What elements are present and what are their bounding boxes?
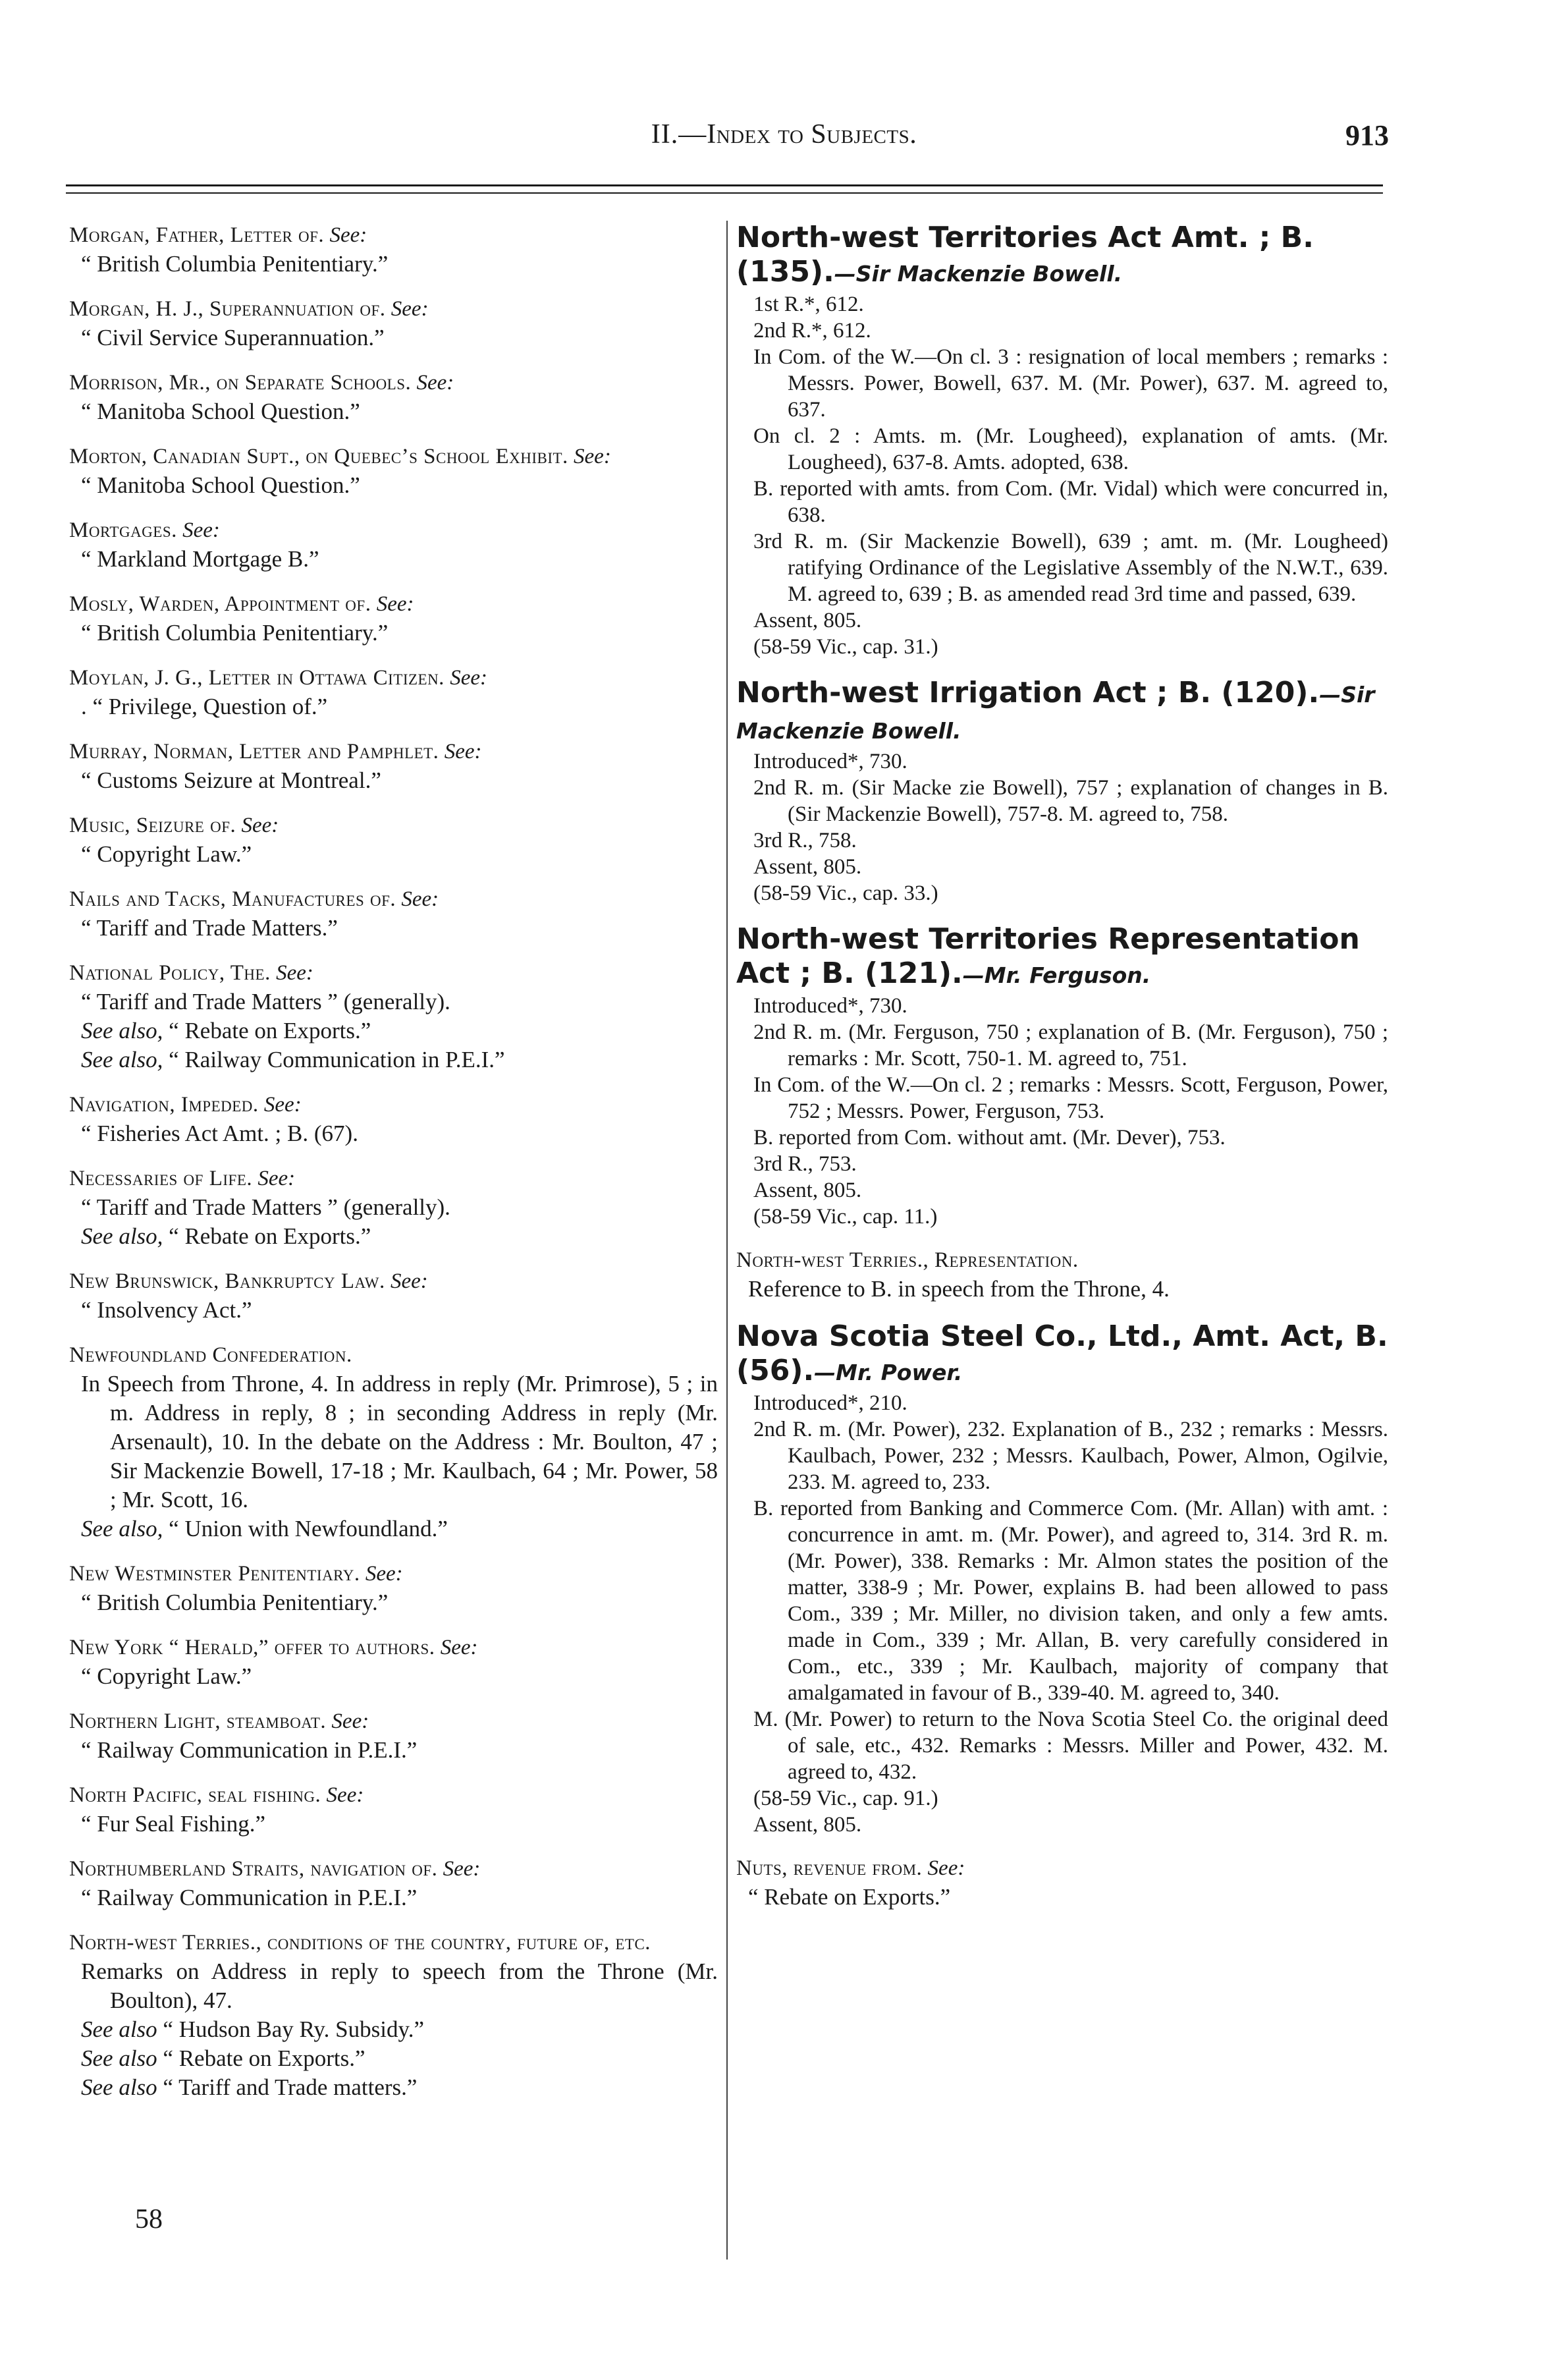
- running-title-prefix: II.—: [651, 119, 707, 150]
- see-also-label: See also: [81, 2016, 157, 2042]
- entry-heading-text: New Brunswick, Bankruptcy Law.: [69, 1269, 385, 1293]
- cross-reference: “ Railway Communication in P.E.I.”: [81, 1737, 418, 1763]
- bill-number: (135).: [736, 255, 834, 289]
- see-also-target: “ Tariff and Trade matters.”: [163, 2074, 418, 2100]
- index-entry: [69, 1267, 718, 1325]
- bill-number: (121).: [864, 957, 963, 990]
- column-divider: [726, 221, 728, 2260]
- bill-title: [736, 221, 1388, 291]
- index-entry: [69, 1164, 718, 1251]
- entry-heading-text: Northern Light, steamboat.: [69, 1709, 327, 1733]
- see-also-reference: [69, 1045, 718, 1074]
- entry-heading: [69, 958, 718, 987]
- see-also-reference: [69, 2015, 718, 2044]
- entry-heading-text: National Policy, The.: [69, 961, 271, 985]
- entry-heading-text: New Westminster Penitentiary.: [69, 1562, 360, 1586]
- entry-heading: [69, 368, 718, 397]
- see-label: See:: [401, 887, 439, 911]
- index-entry: [69, 958, 718, 1074]
- cross-reference: “ Tariff and Trade Matters ” (generally).: [81, 989, 450, 1014]
- proceeding-line: M. (Mr. Power) to return to the Nova Scotia Steel Co. the original deed of sale, etc., 432. Remarks : Messrs. Miller and Power, 432. M. agreed to, 432.: [753, 1707, 1388, 1784]
- entry-heading: [69, 885, 718, 914]
- index-entry: [69, 442, 718, 500]
- index-entry: [69, 811, 718, 869]
- see-label: See:: [376, 592, 414, 616]
- entry-heading-text: Morrison, Mr., on Separate Schools.: [69, 371, 412, 395]
- proceeding-line: B. reported from Com. without amt. (Mr. Dever), 753.: [753, 1126, 1226, 1150]
- cross-reference: “ British Columbia Penitentiary.”: [81, 1590, 389, 1615]
- entry-heading-text: Navigation, Impeded.: [69, 1093, 259, 1117]
- proceeding-line: Assent, 805.: [753, 1179, 862, 1202]
- proceeding-line: 2nd R.*, 612.: [753, 319, 871, 343]
- proceeding-line: 2nd R. m. (Mr. Power), 232. Explanation of B., 232 ; remarks : Messrs. Kaulbach, Power, 232 ; Messrs. Kaulbach, Power, Almon, Ogilvie, 233. M. agreed to, 233.: [753, 1418, 1388, 1494]
- proceeding-line: (58-59 Vic., cap. 91.): [753, 1787, 938, 1810]
- entry-heading: [69, 1854, 718, 1883]
- bill-sponsor: —Sir Mackenzie Bowell.: [736, 682, 1375, 744]
- proceeding-line: 3rd R., 753.: [753, 1152, 857, 1176]
- header-rule-thin: [66, 192, 1383, 194]
- see-label: See:: [329, 223, 367, 247]
- index-entry: [736, 221, 1388, 660]
- entry-heading-text: North Pacific, seal fishing.: [69, 1783, 321, 1807]
- bill-number: (56).: [736, 1354, 815, 1387]
- see-also-reference: [69, 2073, 718, 2102]
- entry-heading-text: Moylan, J. G., Letter in Ottawa Citizen.: [69, 666, 445, 690]
- entry-heading-text: Necessaries of Life.: [69, 1167, 253, 1190]
- see-label: See:: [365, 1562, 403, 1586]
- bill-sponsor: —Mr. Power.: [814, 1360, 963, 1385]
- see-also-target: “ Hudson Bay Ry. Subsidy.”: [163, 2016, 424, 2042]
- bill-title-text: Nova Scotia Steel Co., Ltd., Amt. Act, B.: [736, 1319, 1388, 1353]
- header-rule: [66, 184, 1383, 186]
- index-entry: [69, 1781, 718, 1839]
- proceeding-line: (58-59 Vic., cap. 11.): [753, 1205, 938, 1229]
- entry-heading: [69, 1559, 718, 1588]
- left-column: [69, 221, 718, 2118]
- entry-heading-text: Morton, Canadian Supt., on Quebec’s School Exhibit.: [69, 445, 568, 468]
- see-label: See:: [574, 445, 611, 468]
- index-entry: [69, 516, 718, 574]
- see-label: See:: [450, 666, 487, 690]
- cross-reference: “ Civil Service Superannuation.”: [81, 325, 385, 350]
- cross-reference: “ Insolvency Act.”: [81, 1297, 252, 1323]
- proceeding-line: (58-59 Vic., cap. 33.): [753, 881, 938, 905]
- entry-heading-text: Mortgages.: [69, 518, 177, 542]
- see-label: See:: [326, 1783, 364, 1807]
- entry-heading: [69, 1707, 718, 1736]
- proceeding-line: B. reported from Banking and Commerce Com. (Mr. Allan) with amt. : concurrence in amt. m. (Mr. Power), and agreed to, 314. 3rd R. m. (Mr. Power), 338. Remarks : Mr. Almon states the position of the matter, 338-9 ; Mr. Power, explains B. had been allowed to pass Com., 339 ; Mr. Miller, no division taken, and only a few amts. made in Com., 339 ; Mr. Allan, B. very carefully considered in Com., etc., 339 ; Mr. Kaulbach, majority of company that amalgamated in favour of B., 339-40. M. agreed to, 340.: [753, 1497, 1388, 1705]
- entry-heading: [69, 1633, 718, 1662]
- see-label: See:: [391, 297, 429, 321]
- proceeding-line: B. reported with amts. from Com. (Mr. Vidal) which were concurred in, 638.: [753, 477, 1388, 527]
- proceeding-line: Introduced*, 210.: [753, 1391, 907, 1415]
- entry-body: “ Rebate on Exports.”: [748, 1884, 951, 1910]
- entry-heading: [69, 1267, 718, 1296]
- see-also-label: See also: [81, 2045, 157, 2071]
- index-entry: [69, 1633, 718, 1691]
- see-also-reference: [69, 2044, 718, 2073]
- see-label: See:: [263, 1093, 302, 1117]
- see-also-label: See also,: [81, 1516, 163, 1541]
- entry-heading: [736, 1854, 1388, 1883]
- entry-heading: [736, 1246, 1388, 1275]
- entry-heading: [69, 221, 718, 250]
- entry-body: Reference to B. in speech from the Throne, 4.: [748, 1276, 1170, 1302]
- see-also-label: See also,: [81, 1223, 163, 1249]
- cross-reference: “ Copyright Law.”: [81, 1663, 252, 1689]
- cross-reference: “ Manitoba School Question.”: [81, 399, 360, 424]
- see-label: See:: [416, 371, 454, 395]
- bill-number: (120).: [1221, 676, 1320, 709]
- entry-heading: [69, 663, 718, 692]
- see-also-label: See also: [81, 2074, 157, 2100]
- see-also-reference: [69, 1222, 718, 1251]
- see-also-label: See also,: [81, 1047, 163, 1072]
- index-entry: [736, 922, 1388, 1230]
- see-also-target: “ Union with Newfoundland.”: [169, 1516, 448, 1541]
- bill-title: [736, 922, 1388, 993]
- entry-heading-text: North-west Terries., Representation.: [736, 1248, 1079, 1272]
- entry-heading-text: Murray, Norman, Letter and Pamphlet.: [69, 740, 439, 763]
- entry-heading: [69, 516, 718, 545]
- index-entry: [736, 1246, 1388, 1304]
- cross-reference: “ Railway Communication in P.E.I.”: [81, 1885, 418, 1910]
- cross-reference: “ Customs Seizure at Montreal.”: [81, 767, 381, 793]
- index-entry: [736, 1854, 1388, 1912]
- entry-heading-text: North-west Terries., conditions of the country, future of, etc.: [69, 1931, 651, 1955]
- index-entry: [69, 1090, 718, 1148]
- see-label: See:: [182, 518, 220, 542]
- proceeding-line: Assent, 805.: [753, 1813, 862, 1837]
- see-label: See:: [444, 740, 482, 763]
- proceeding-line: Introduced*, 730.: [753, 750, 907, 773]
- proceeding-line: Assent, 805.: [753, 855, 862, 879]
- index-entry: [69, 737, 718, 795]
- entry-heading: [69, 1090, 718, 1119]
- entry-heading: [69, 1164, 718, 1193]
- entry-body: In Speech from Throne, 4. In address in reply (Mr. Primrose), 5 ; in m. Address in reply, 8 ; in seconding Address in reply (Mr. Arsenault), 10. In the debate on the Address : Mr. Boulton, 47 ; Sir Mackenzie Bowell, 17-18 ; Mr. Kaulbach, 64 ; Mr. Power, 58 ; Mr. Scott, 16.: [81, 1371, 718, 1513]
- proceeding-line: On cl. 2 : Amts. m. (Mr. Lougheed), explanation of amts. (Mr. Lougheed), 637-8. Amts. adopted, 638.: [753, 424, 1388, 474]
- folio-number: 58: [135, 2204, 163, 2234]
- see-also-reference: [69, 1016, 718, 1045]
- index-entry: [736, 1319, 1388, 1838]
- see-also-target: “ Rebate on Exports.”: [169, 1223, 371, 1249]
- entry-heading: [69, 442, 718, 471]
- see-label: See:: [257, 1167, 296, 1190]
- proceeding-line: 3rd R., 758.: [753, 829, 857, 852]
- bill-title-text: North-west Territories Representation Act ; B.: [736, 922, 1360, 990]
- right-column: [736, 221, 1388, 1928]
- proceeding-line: In Com. of the W.—On cl. 3 : resignation of local members ; remarks : Messrs. Power, Bowell, 637. M. (Mr. Power), 637. M. agreed to, 637.: [753, 345, 1388, 422]
- cross-reference: “ Tariff and Trade Matters ” (generally).: [81, 1194, 450, 1220]
- entry-heading: [69, 294, 718, 323]
- see-label: See:: [443, 1857, 481, 1881]
- entry-heading-text: Mosly, Warden, Appointment of.: [69, 592, 371, 616]
- entry-heading: [69, 737, 718, 766]
- proceeding-line: Introduced*, 730.: [753, 994, 907, 1018]
- running-title: [0, 119, 1568, 150]
- entry-heading-text: New York “ Herald,” offer to authors.: [69, 1636, 435, 1659]
- see-also-reference: [69, 1514, 718, 1543]
- entry-heading: [69, 1781, 718, 1810]
- index-entry: [69, 590, 718, 648]
- proceeding-line: 1st R.*, 612.: [753, 292, 864, 316]
- entry-heading: [69, 1928, 718, 1957]
- see-label: See:: [241, 814, 279, 837]
- cross-reference: “ Copyright Law.”: [81, 841, 252, 867]
- entry-heading-text: Newfoundland Confederation.: [69, 1343, 352, 1367]
- cross-reference: “ Fur Seal Fishing.”: [81, 1811, 265, 1837]
- cross-reference: “ British Columbia Penitentiary.”: [81, 251, 389, 277]
- page-number: 913: [1345, 119, 1389, 152]
- index-entry: [69, 1854, 718, 1912]
- bill-sponsor: —Mr. Ferguson.: [962, 962, 1151, 988]
- running-head: [0, 119, 1568, 158]
- running-title-caps: Index to Subjects.: [707, 119, 917, 150]
- entry-heading-text: Northumberland Straits, navigation of.: [69, 1857, 438, 1881]
- proceeding-line: 2nd R. m. (Mr. Ferguson, 750 ; explanation of B. (Mr. Ferguson), 750 ; remarks : Mr. Scott, 750-1. M. agreed to, 751.: [753, 1020, 1388, 1070]
- index-entry: [69, 294, 718, 352]
- proceeding-line: 3rd R. m. (Sir Mackenzie Bowell), 639 ; amt. m. (Mr. Lougheed) ratifying Ordinance of the Legislative Assembly of the N.W.T., 639. M. agreed to, 639 ; B. as amended read 3rd time and passed, 639.: [753, 530, 1388, 606]
- index-entry: [69, 1707, 718, 1765]
- cross-reference: “ British Columbia Penitentiary.”: [81, 620, 389, 646]
- proceeding-line: (58-59 Vic., cap. 31.): [753, 635, 938, 659]
- bill-sponsor: —Sir Mackenzie Bowell.: [834, 261, 1123, 287]
- index-entry: [69, 885, 718, 943]
- entry-heading-text: Morgan, Father, Letter of.: [69, 223, 325, 247]
- bill-title: [736, 676, 1388, 748]
- entry-heading-text: Nails and Tacks, Manufactures of.: [69, 887, 396, 911]
- see-also-target: “ Rebate on Exports.”: [169, 1018, 371, 1043]
- bill-title-text: North-west Territories Act Amt. ; B.: [736, 221, 1314, 254]
- index-entry: [69, 1341, 718, 1543]
- bill-title: [736, 1319, 1388, 1390]
- index-entry: [69, 221, 718, 279]
- index-entry: [736, 676, 1388, 906]
- see-label: See:: [927, 1856, 965, 1880]
- see-label: See:: [440, 1636, 478, 1659]
- index-entry: [69, 1559, 718, 1617]
- entry-heading: [69, 811, 718, 840]
- see-label: See:: [391, 1269, 428, 1293]
- see-label: See:: [331, 1709, 369, 1733]
- cross-reference: “ Markland Mortgage B.”: [81, 546, 319, 572]
- cross-reference: . “ Privilege, Question of.”: [81, 694, 328, 719]
- cross-reference: “ Manitoba School Question.”: [81, 472, 360, 498]
- entry-heading-text: Nuts, revenue from.: [736, 1856, 923, 1880]
- see-also-label: See also,: [81, 1018, 163, 1043]
- see-label: See:: [276, 961, 313, 985]
- proceeding-line: Assent, 805.: [753, 609, 862, 632]
- cross-reference: “ Tariff and Trade Matters.”: [81, 915, 338, 941]
- bill-title-text: North-west Irrigation Act ; B.: [736, 676, 1212, 709]
- see-also-target: “ Railway Communication in P.E.I.”: [169, 1047, 505, 1072]
- proceeding-line: 2nd R. m. (Sir Macke zie Bowell), 757 ; explanation of changes in B. (Sir Mackenzie Bowell), 757-8. M. agreed to, 758.: [753, 776, 1388, 826]
- index-entry: [69, 368, 718, 426]
- see-also-target: “ Rebate on Exports.”: [163, 2045, 365, 2071]
- entry-heading: [69, 590, 718, 619]
- index-entry: [69, 1928, 718, 2102]
- cross-reference: “ Fisheries Act Amt. ; B. (67).: [81, 1121, 358, 1146]
- index-entry: [69, 663, 718, 721]
- entry-body: Remarks on Address in reply to speech from the Throne (Mr. Boulton), 47.: [81, 1958, 718, 2013]
- proceeding-line: In Com. of the W.—On cl. 2 ; remarks : Messrs. Scott, Ferguson, Power, 752 ; Messrs. Power, Ferguson, 753.: [753, 1073, 1388, 1123]
- entry-heading-text: Music, Seizure of.: [69, 814, 236, 837]
- entry-heading-text: Morgan, H. J., Superannuation of.: [69, 297, 386, 321]
- entry-heading: [69, 1341, 718, 1370]
